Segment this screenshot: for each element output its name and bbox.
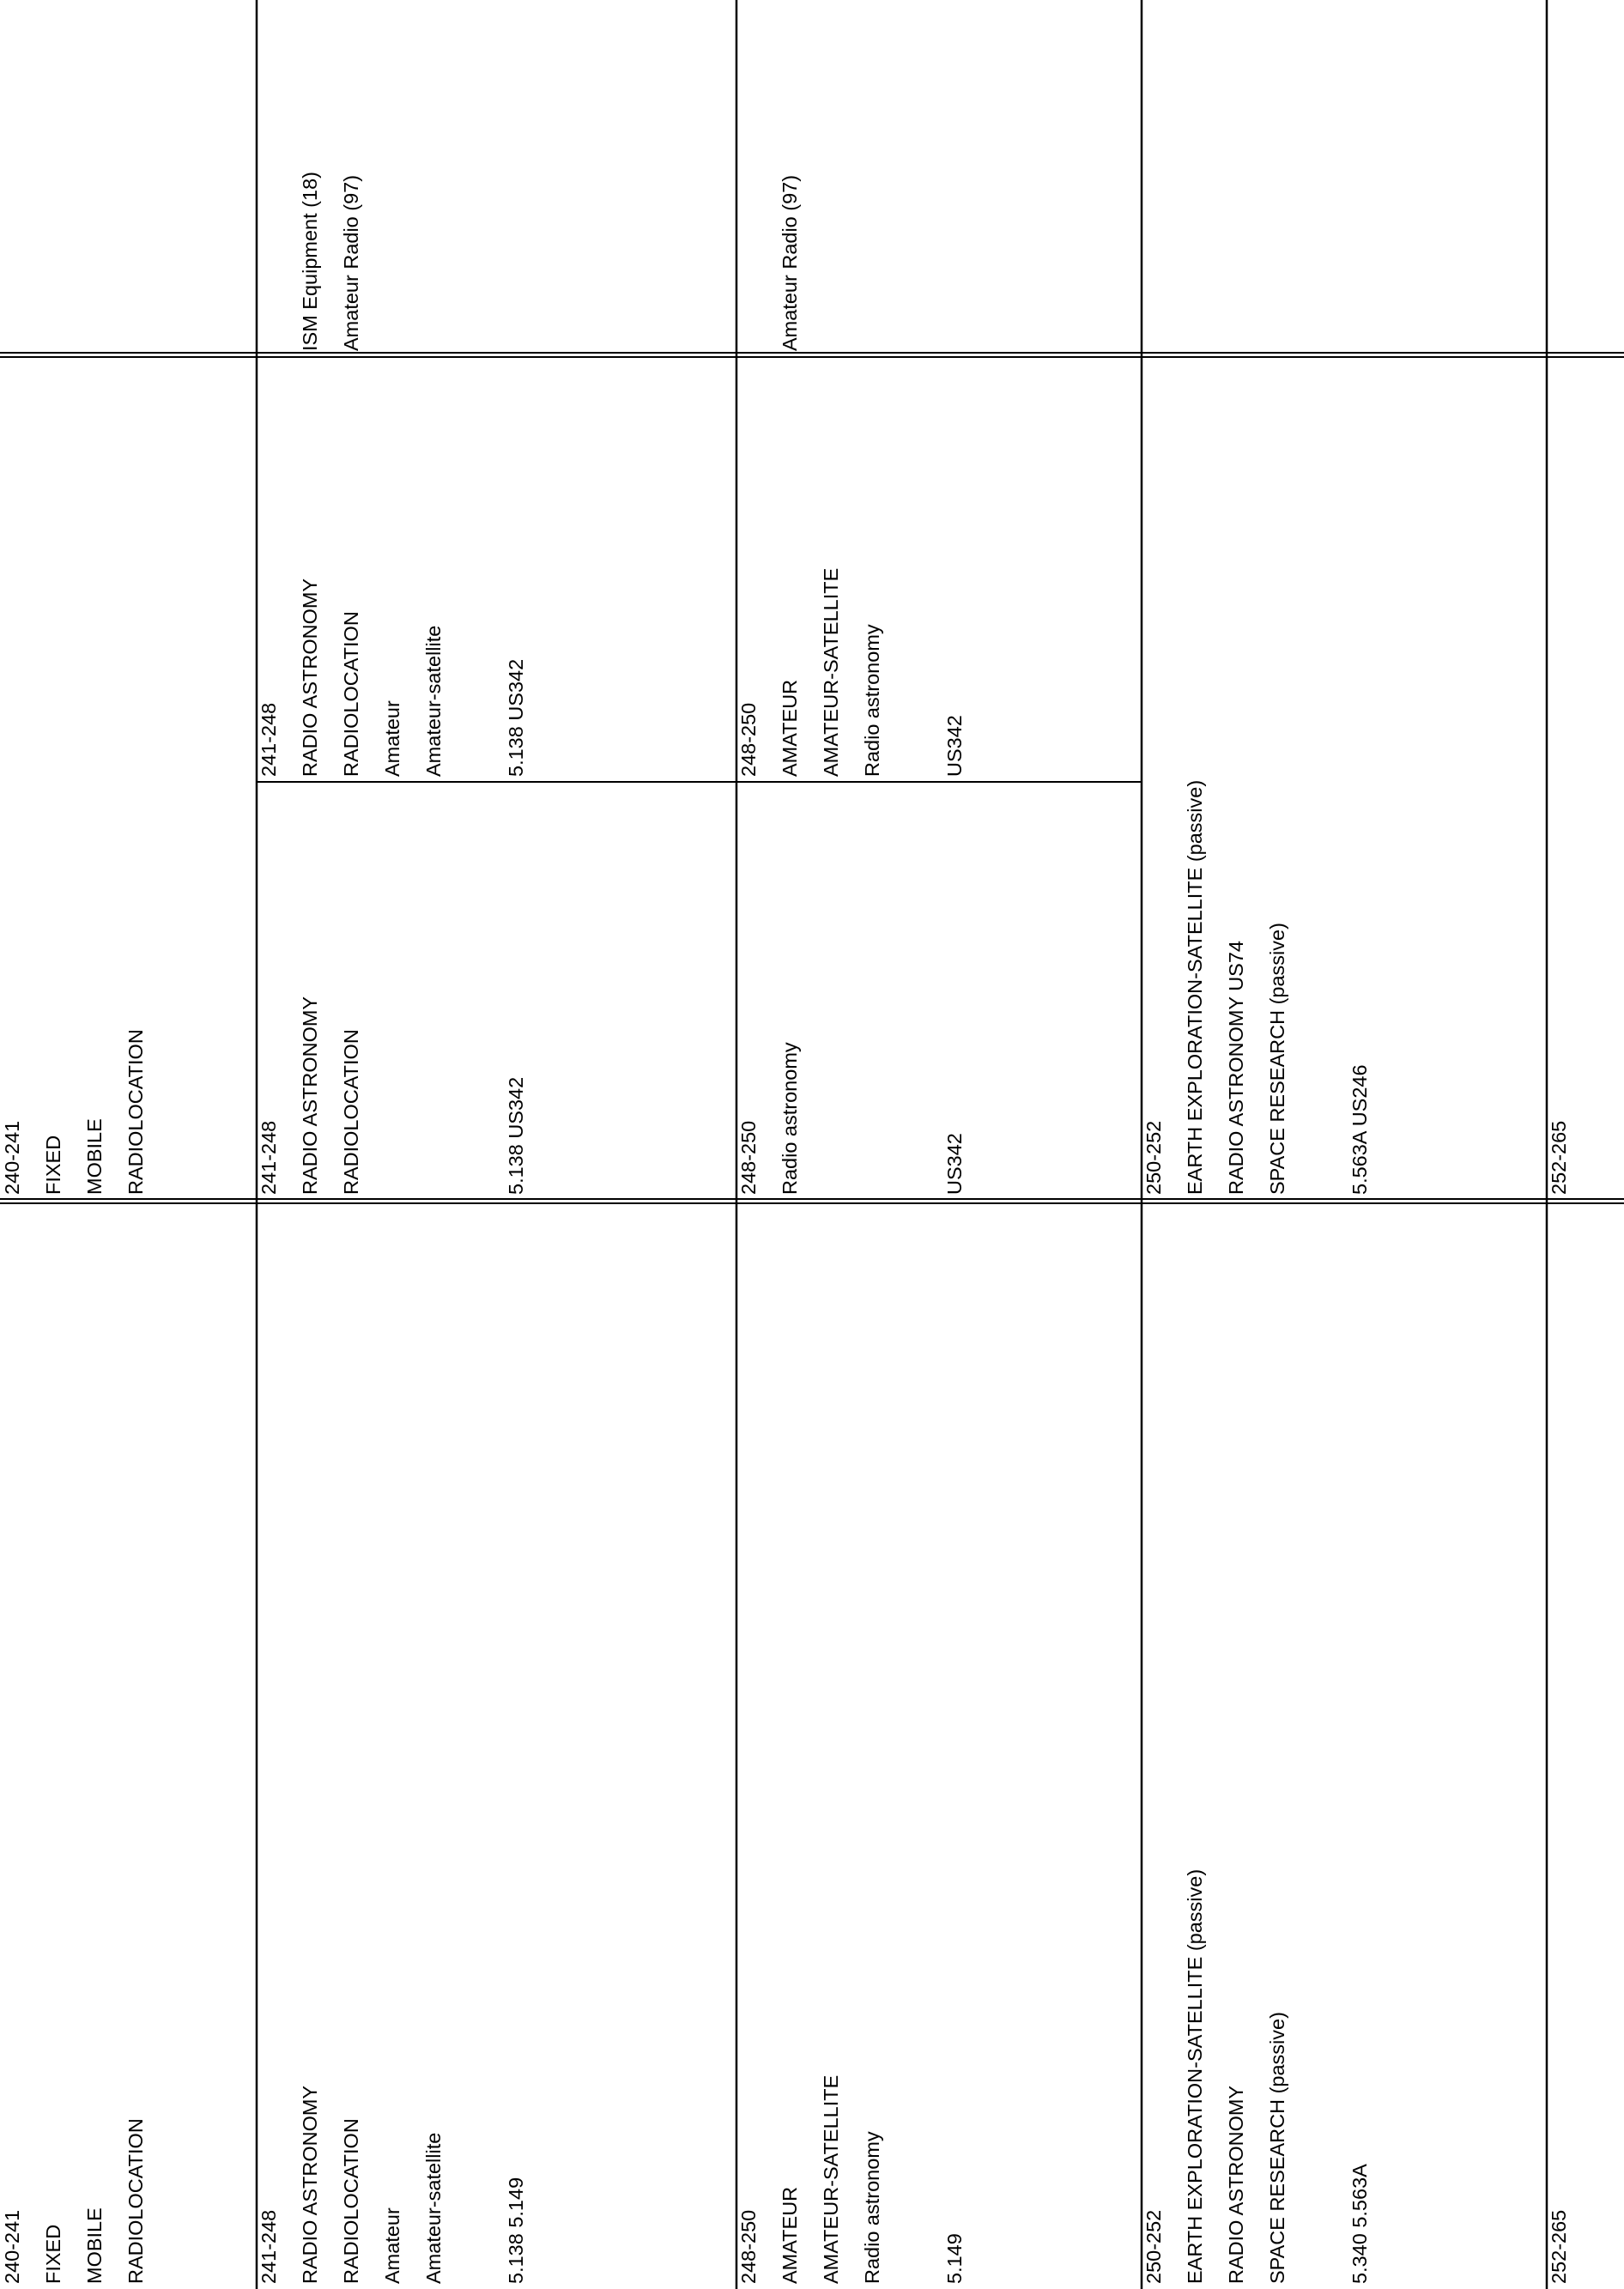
band-label: 241-248: [258, 2209, 280, 2284]
cell-text: Amateur-satellite: [422, 625, 445, 777]
cell-text: RADIO ASTRONOMY US74: [1225, 941, 1247, 1195]
cell-text: FIXED: [42, 2224, 64, 2284]
cell-text: RADIO ASTRONOMY: [299, 2085, 321, 2284]
band-label: 252-265: [1548, 2209, 1570, 2284]
cell-text: RADIOLOCATION: [124, 2118, 147, 2284]
cell-text: MOBILE: [83, 2207, 106, 2284]
cell-text: AMATEUR-SATELLITE: [820, 567, 842, 777]
band-label: 250-252: [1142, 1120, 1165, 1195]
cell-text: Amateur Radio (97): [779, 174, 801, 351]
cell-text: AMATEUR: [779, 679, 801, 777]
band-label: 240-241: [1, 1120, 23, 1195]
cell-text: RADIOLOCATION: [340, 1029, 362, 1195]
cell-text: RADIO ASTRONOMY: [299, 578, 321, 777]
cell-text: Radio astronomy: [779, 1042, 801, 1195]
cell-text: Amateur Radio (97): [340, 174, 362, 351]
cell-text: 5.138 US342: [505, 658, 527, 777]
cell-text: 5.138 US342: [505, 1076, 527, 1195]
band-label: 248-250: [737, 2209, 760, 2284]
cell-text: SPACE RESEARCH (passive): [1266, 923, 1288, 1195]
cell-text: 5.149: [943, 2233, 966, 2284]
cell-text: RADIO ASTRONOMY: [299, 996, 321, 1195]
cell-text: MOBILE: [83, 1118, 106, 1195]
cell-text: AMATEUR-SATELLITE: [820, 2074, 842, 2284]
band-label: 248-250: [737, 1120, 760, 1195]
band-label: 248-250: [737, 702, 760, 777]
cell-text: SPACE RESEARCH (passive): [1266, 2012, 1288, 2284]
band-label: 252-265: [1548, 1120, 1570, 1195]
cell-text: US342: [943, 1133, 966, 1195]
cell-text: EARTH EXPLORATION-SATELLITE (passive): [1184, 779, 1206, 1195]
cell-text: 5.138 5.149: [505, 2177, 527, 2284]
band-label: 241-248: [258, 1120, 280, 1195]
cell-text: ISM Equipment (18): [299, 172, 321, 351]
band-label: 240-241: [1, 2209, 23, 2284]
cell-text: 5.340 5.563A: [1348, 2164, 1371, 2284]
cell-text: EARTH EXPLORATION-SATELLITE (passive): [1184, 1868, 1206, 2284]
table-cells: [1, 172, 1570, 2284]
band-label: 241-248: [258, 702, 280, 777]
cell-text: Radio astronomy: [861, 624, 883, 777]
cell-text: AMATEUR: [779, 2186, 801, 2284]
cell-text: 5.563A US246: [1348, 1064, 1371, 1195]
cell-text: FIXED: [42, 1135, 64, 1195]
band-label: 250-252: [1142, 2209, 1165, 2284]
cell-text: RADIOLOCATION: [340, 2118, 362, 2284]
cell-text: Amateur: [381, 2207, 403, 2284]
cell-text: RADIOLOCATION: [340, 611, 362, 777]
cell-text: RADIOLOCATION: [124, 1029, 147, 1195]
cell-text: RADIO ASTRONOMY: [1225, 2085, 1247, 2284]
cell-text: Amateur-satellite: [422, 2132, 445, 2284]
cell-text: Amateur: [381, 700, 403, 777]
cell-text: US342: [943, 715, 966, 777]
cell-text: Radio astronomy: [861, 2131, 883, 2284]
